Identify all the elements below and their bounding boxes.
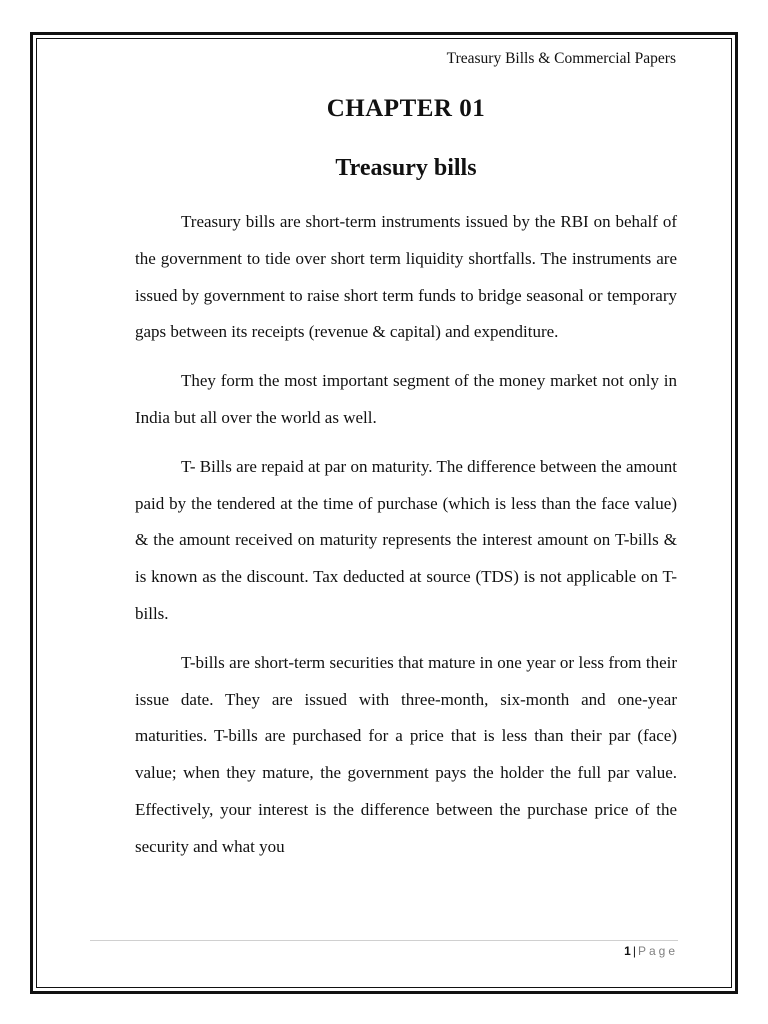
paragraph: They form the most important segment of the money market not only in India but all over the world as well. — [135, 371, 677, 427]
page-number: 1 — [624, 944, 631, 958]
paragraph: T- Bills are repaid at par on maturity. The difference between the amount paid by the tendered at the time of purchase (which is less than the face value) & the amount received on maturity represents the interest amount on T-bills & is known as the discount. Tax deducted at source (TDS) is not applicable on T-bills. — [135, 456, 677, 623]
paragraph: Treasury bills are short-term instruments issued by the RBI on behalf of the government to tide over short term liquidity shortfalls. The instruments are issued by government to raise short term funds to bridge seasonal or temporary gaps between its receipts (revenue & capital) and expenditure. — [135, 212, 677, 342]
footer-divider — [90, 940, 678, 941]
chapter-label: CHAPTER 01 — [326, 95, 486, 122]
page-label: Page — [637, 944, 678, 958]
running-header: Treasury Bills & Commercial Papers — [446, 50, 676, 67]
page-footer — [624, 943, 678, 959]
footer-separator: | — [632, 944, 636, 958]
paragraph: T-bills are short-term securities that mature in one year or less from their issue date. They are issued with three-month, six-month and one-year maturities. T-bills are purchased for a price that is less than their par (face) value; when they mature, the government pays the holder the full par value. Effectively, your interest is the difference between the purchase price of the security and what you — [135, 652, 677, 856]
chapter-title: Treasury bills — [335, 155, 477, 181]
body-text — [135, 204, 677, 878]
